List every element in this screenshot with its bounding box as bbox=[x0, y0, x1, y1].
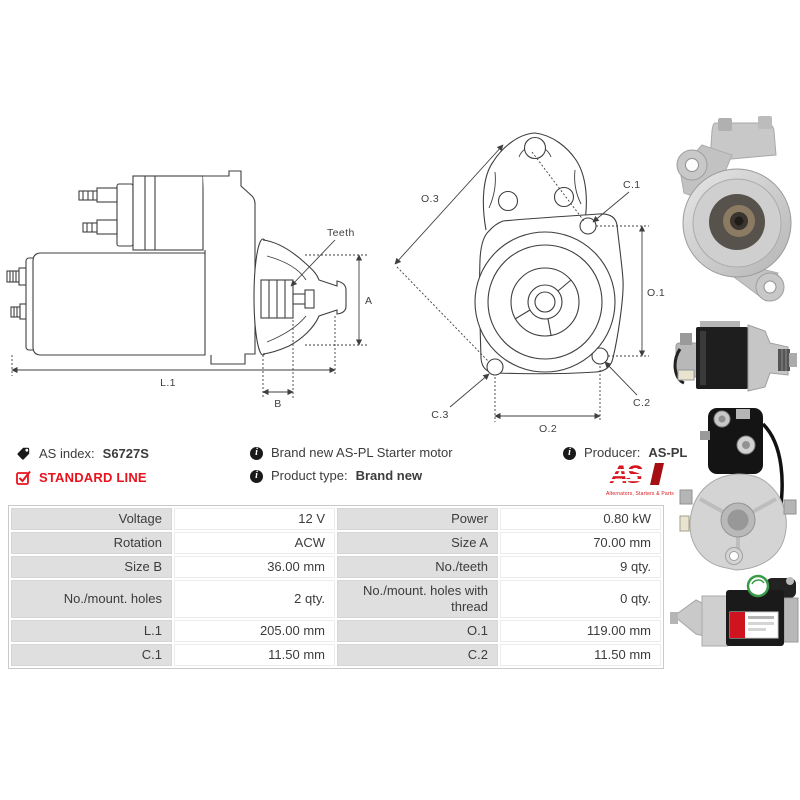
spec-value-cell: 11.50 mm bbox=[174, 644, 335, 666]
table-row bbox=[11, 556, 661, 578]
as-pl-brand-logo bbox=[594, 461, 686, 497]
info-col-producer bbox=[563, 446, 687, 460]
product-photo-front-view[interactable] bbox=[670, 115, 800, 310]
spec-label-cell: C.1 bbox=[11, 644, 172, 666]
info-icon bbox=[563, 447, 576, 460]
spec-table bbox=[8, 505, 664, 669]
product-type-value: Brand new bbox=[355, 468, 423, 483]
dim-label-a: A bbox=[365, 295, 373, 307]
spec-label-cell: L.1 bbox=[11, 620, 172, 642]
spec-label-cell: Size A bbox=[337, 532, 498, 554]
tag-icon bbox=[16, 446, 31, 461]
motor-body bbox=[26, 253, 205, 355]
producer-value: AS-PL bbox=[648, 445, 688, 460]
spec-label-cell: Size B bbox=[11, 556, 172, 578]
dim-label-o3: O.3 bbox=[420, 193, 440, 205]
product-description: Brand new AS-PL Starter motor bbox=[271, 445, 453, 460]
table-row bbox=[11, 644, 661, 666]
drive-end-housing bbox=[254, 239, 346, 355]
info-col-index bbox=[16, 446, 149, 485]
spec-value-cell: 205.00 mm bbox=[174, 620, 335, 642]
spec-label-cell: Voltage bbox=[11, 508, 172, 530]
spec-label-cell: C.2 bbox=[337, 644, 498, 666]
spec-value-cell: 0.80 kW bbox=[500, 508, 661, 530]
front-view-drawing bbox=[385, 112, 675, 442]
product-type-row bbox=[250, 469, 453, 483]
description-row bbox=[250, 446, 453, 460]
dim-label-o1: O.1 bbox=[647, 287, 666, 299]
spec-value-cell: 11.50 mm bbox=[500, 644, 661, 666]
dimension-c3 bbox=[431, 374, 489, 421]
dim-label-c1: C.1 bbox=[623, 179, 641, 191]
motor-left-studs bbox=[7, 268, 27, 319]
spec-label-cell: No./teeth bbox=[337, 556, 498, 578]
dim-label-c2: C.2 bbox=[633, 397, 651, 409]
solenoid bbox=[79, 176, 203, 250]
spec-value-cell: 36.00 mm bbox=[174, 556, 335, 578]
as-logo-tagline: Alternators, Starters & Parts bbox=[605, 491, 675, 497]
dimension-o2 bbox=[495, 366, 600, 435]
side-view-drawing bbox=[5, 158, 377, 413]
spec-label-cell: No./mount. holes bbox=[11, 580, 172, 618]
spec-label-cell: Rotation bbox=[11, 532, 172, 554]
spec-value-cell: 0 qty. bbox=[500, 580, 661, 618]
standard-line-row bbox=[16, 470, 149, 485]
table-row bbox=[11, 620, 661, 642]
dim-label-o2: O.2 bbox=[538, 423, 558, 435]
producer-row bbox=[563, 446, 687, 460]
spec-value-cell: 70.00 mm bbox=[500, 532, 661, 554]
spec-label-cell: Power bbox=[337, 508, 498, 530]
standard-line-label: STANDARD LINE bbox=[39, 469, 147, 485]
info-col-description bbox=[250, 446, 453, 483]
spec-label-cell: No./mount. holes with thread bbox=[337, 580, 498, 618]
table-row bbox=[11, 580, 661, 618]
info-icon bbox=[250, 470, 263, 483]
drive-bracket bbox=[203, 171, 255, 364]
product-type-label: Product type: bbox=[271, 468, 348, 483]
spec-value-cell: 9 qty. bbox=[500, 556, 661, 578]
dimension-c2 bbox=[605, 362, 651, 409]
info-icon bbox=[250, 447, 263, 460]
table-row bbox=[11, 508, 661, 530]
as-index-value: S6727S bbox=[102, 445, 149, 461]
product-photo-rear-view[interactable] bbox=[678, 404, 800, 572]
teeth-label: Teeth bbox=[327, 227, 355, 239]
as-logo-mark bbox=[609, 461, 671, 488]
spec-label-cell: O.1 bbox=[337, 620, 498, 642]
spec-value-cell: ACW bbox=[174, 532, 335, 554]
producer-label: Producer: bbox=[584, 445, 641, 460]
spec-value-cell: 12 V bbox=[174, 508, 335, 530]
dim-label-l1: L.1 bbox=[160, 377, 176, 389]
checkbox-checked-icon bbox=[16, 470, 31, 485]
as-index-row bbox=[16, 446, 149, 461]
spec-value-cell: 119.00 mm bbox=[500, 620, 661, 642]
dim-label-b: B bbox=[274, 398, 282, 410]
spec-value-cell: 2 qty. bbox=[174, 580, 335, 618]
product-photo-labeled-side-view[interactable] bbox=[670, 574, 800, 658]
front-face-circles bbox=[475, 232, 615, 372]
product-photo-side-view[interactable] bbox=[670, 313, 800, 401]
dim-label-c3: C.3 bbox=[431, 409, 449, 421]
table-row bbox=[11, 532, 661, 554]
as-index-label: AS index: bbox=[39, 445, 95, 461]
dimension-c1 bbox=[593, 179, 641, 222]
